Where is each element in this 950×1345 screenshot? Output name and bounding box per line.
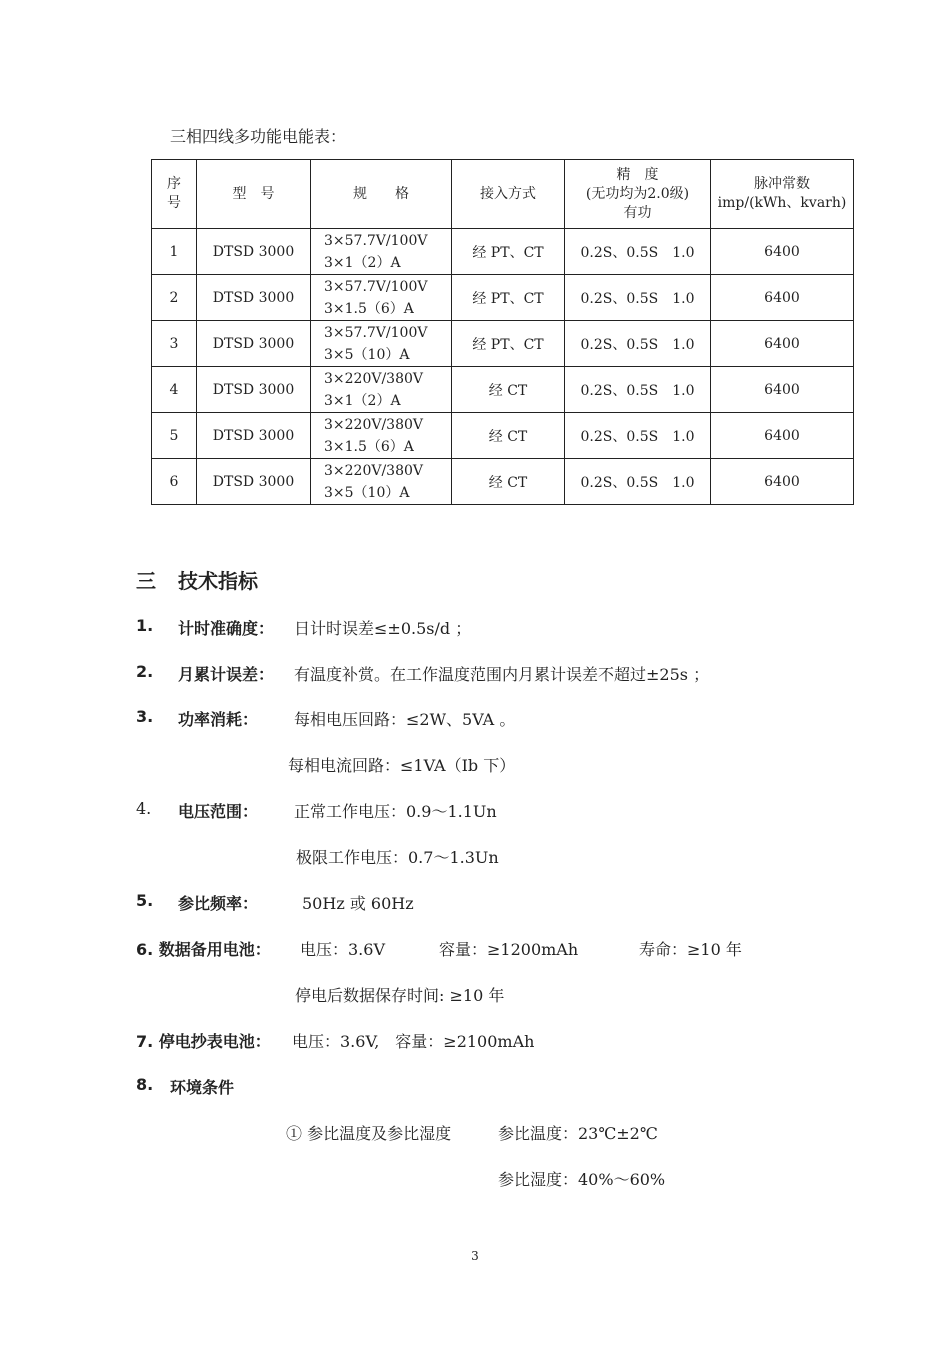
item-6-label: 6. 数据备用电池：: [136, 940, 271, 959]
table-header-row: [152, 160, 854, 229]
header-model: 型 号: [197, 160, 311, 229]
env-reference-temperature: 参比温度：23℃±2℃: [498, 1124, 658, 1143]
cell-model: DTSD 3000: [197, 321, 311, 367]
meter-spec-table: [151, 159, 854, 505]
cell-accuracy: 0.2S、0.5S 1.0: [565, 413, 711, 459]
cell-spec: 3×57.7V/100V 3×1.5（6）A: [311, 275, 452, 321]
cell-spec: 3×220V/380V 3×1.5（6）A: [311, 413, 452, 459]
cell-pulse: 6400: [711, 413, 854, 459]
item-6-capacity: 容量：≥1200mAh: [439, 940, 579, 959]
item-7-value: 电压：3.6V, 容量：≥2100mAh: [292, 1032, 535, 1051]
cell-spec: 3×57.7V/100V 3×5（10）A: [311, 321, 452, 367]
cell-model: DTSD 3000: [197, 413, 311, 459]
item-4-value: 正常工作电压：0.9～1.1Un: [294, 802, 497, 821]
cell-access: 经 PT、CT: [452, 229, 565, 275]
header-accuracy: 精 度 (无功均为2.0级) 有功: [565, 160, 711, 229]
item-2-number: 2.: [136, 662, 154, 681]
table-row: [152, 275, 854, 321]
section-heading: [136, 565, 258, 594]
cell-no: 1: [152, 229, 197, 275]
table-row: [152, 413, 854, 459]
cell-no: 2: [152, 275, 197, 321]
item-7-label: 7. 停电抄表电池：: [136, 1032, 271, 1051]
table-row: [152, 367, 854, 413]
cell-access: 经 CT: [452, 459, 565, 505]
cell-spec: 3×220V/380V 3×1（2）A: [311, 367, 452, 413]
item-8-label: 环境条件: [170, 1078, 235, 1097]
cell-no: 3: [152, 321, 197, 367]
cell-accuracy: 0.2S、0.5S 1.0: [565, 229, 711, 275]
table-caption: 三相四线多功能电能表：: [170, 127, 347, 146]
env-reference-humidity: 参比湿度：40%～60%: [498, 1170, 666, 1189]
item-3-number: 3.: [136, 707, 154, 726]
item-1-number: 1.: [136, 616, 154, 635]
item-6-voltage: 电压：3.6V: [300, 940, 386, 959]
table-row: [152, 459, 854, 505]
cell-pulse: 6400: [711, 321, 854, 367]
cell-accuracy: 0.2S、0.5S 1.0: [565, 459, 711, 505]
cell-model: DTSD 3000: [197, 459, 311, 505]
cell-no: 4: [152, 367, 197, 413]
cell-spec: 3×57.7V/100V 3×1（2）A: [311, 229, 452, 275]
section-number: 三: [136, 569, 156, 593]
section-title: 技术指标: [178, 569, 258, 593]
item-6-value-2: 停电后数据保存时间: ≥10 年: [295, 986, 505, 1005]
item-5-value: 50Hz 或 60Hz: [302, 894, 414, 913]
item-2-label: 月累计误差：: [178, 665, 275, 684]
cell-access: 经 PT、CT: [452, 321, 565, 367]
item-3-label: 功率消耗：: [178, 710, 259, 729]
cell-accuracy: 0.2S、0.5S 1.0: [565, 367, 711, 413]
item-3-value-2: 每相电流回路：≤1VA（Ib 下）: [288, 756, 516, 775]
item-6-life: 寿命：≥10 年: [639, 940, 742, 959]
item-1-label: 计时准确度：: [178, 619, 275, 638]
header-pulse: 脉冲常数 imp/(kWh、kvarh): [711, 160, 854, 229]
cell-pulse: 6400: [711, 367, 854, 413]
cell-spec: 3×220V/380V 3×5（10）A: [311, 459, 452, 505]
cell-access: 经 CT: [452, 367, 565, 413]
cell-accuracy: 0.2S、0.5S 1.0: [565, 275, 711, 321]
item-3-value: 每相电压回路：≤2W、5VA 。: [294, 710, 516, 729]
table-row: [152, 229, 854, 275]
item-2-value: 有温度补赏。在工作温度范围内月累计误差不超过±25s ；: [294, 665, 710, 684]
item-4-value-2: 极限工作电压：0.7～1.3Un: [296, 848, 499, 867]
cell-no: 6: [152, 459, 197, 505]
item-4-number: 4.: [136, 799, 152, 818]
item-8-number: 8.: [136, 1075, 154, 1094]
header-spec: 规 格: [311, 160, 452, 229]
cell-access: 经 CT: [452, 413, 565, 459]
cell-pulse: 6400: [711, 459, 854, 505]
table-row: [152, 321, 854, 367]
cell-access: 经 PT、CT: [452, 275, 565, 321]
item-5-number: 5.: [136, 891, 154, 910]
item-1-value: 日计时误差≤±0.5s/d ；: [294, 619, 472, 638]
cell-accuracy: 0.2S、0.5S 1.0: [565, 321, 711, 367]
cell-pulse: 6400: [711, 229, 854, 275]
cell-model: DTSD 3000: [197, 229, 311, 275]
env-sub-heading: ① 参比温度及参比湿度: [286, 1124, 452, 1143]
header-access: 接入方式: [452, 160, 565, 229]
cell-pulse: 6400: [711, 275, 854, 321]
header-seq: 序 号: [152, 160, 197, 229]
cell-model: DTSD 3000: [197, 275, 311, 321]
item-4-label: 电压范围：: [178, 802, 259, 821]
item-5-label: 参比频率：: [178, 894, 259, 913]
page-number: 3: [471, 1249, 479, 1263]
cell-model: DTSD 3000: [197, 367, 311, 413]
cell-no: 5: [152, 413, 197, 459]
